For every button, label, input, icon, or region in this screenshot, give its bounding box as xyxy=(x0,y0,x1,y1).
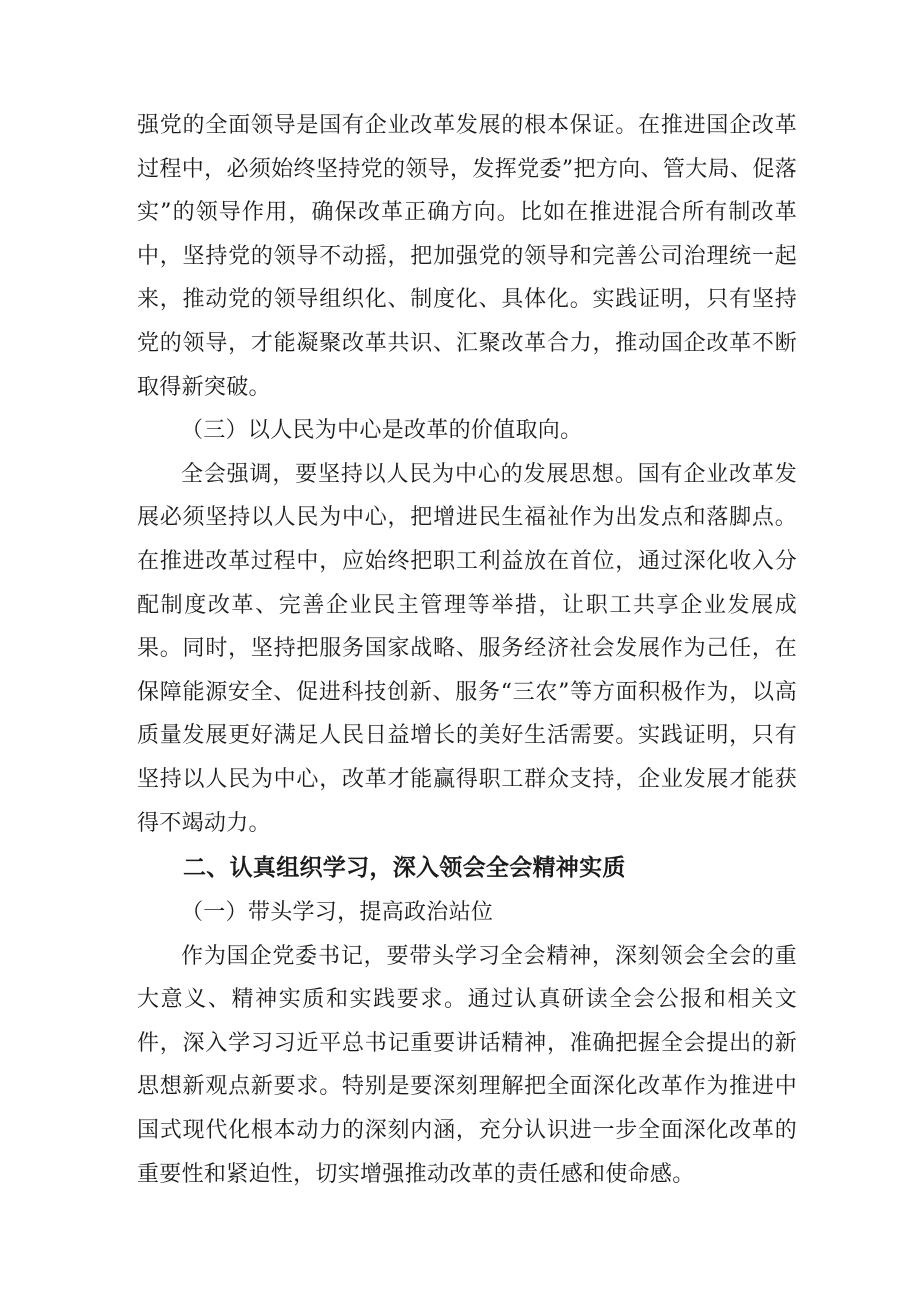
body-paragraph: 作为国企党委书记，要带头学习全会精神，深刻领会全会的重大意义、精神实质和实践要求。通过认真研读全会公报和相关文件，深入学习习近平总书记重要讲话精神，准确把握全会提出的新思想新观点新要求。特别是要深刻理解把全面深化改革作为推进中国式现代化根本动力的深刻内涵，充分认识进一步全面深化改革的重要性和紧迫性，切实增强推动改革的责任感和使命感。 xyxy=(137,943,797,1187)
body-paragraph: 强党的全面领导是国有企业改革发展的根本保证。在推进国企改革过程中，必须始终坚持党的领导，发挥党委”把方向、管大局、促落实”的领导作用，确保改革正确方向。比如在推进混合所有制改革中，坚持党的领导不动摇，把加强党的领导和完善公司治理统一起来，推动党的领导组织化、制度化、具体化。实践证明，只有坚持党的领导，才能凝聚改革共识、汇聚改革合力，推动国企改革不断取得新突破。 xyxy=(137,113,797,400)
document-body xyxy=(137,104,797,1196)
body-paragraph: 全会强调，要坚持以人民为中心的发展思想。国有企业改革发展必须坚持以人民为中心，把增进民生福祉作为出发点和落脚点。在推进改革过程中，应始终把职工利益放在首位，通过深化收入分配制度改革、完善企业民主管理等举措，让职工共享企业发展成果。同时，坚持把服务国家战略、服务经济社会发展作为己任，在保障能源安全、促进科技创新、服务“三农”等方面积极作为，以高质量发展更好满足人民日益增长的美好生活需要。实践证明，只有坚持以人民为中心，改革才能赢得职工群众支持，企业发展才能获得不竭动力。 xyxy=(137,461,797,836)
subheading-three: （三）以人民为中心是改革的价值取向。 xyxy=(181,418,583,444)
section-heading: 二、认真组织学习，深入领会全会精神实质 xyxy=(183,855,626,882)
subheading-one: （一）带头学习，提高政治站位 xyxy=(181,900,494,926)
